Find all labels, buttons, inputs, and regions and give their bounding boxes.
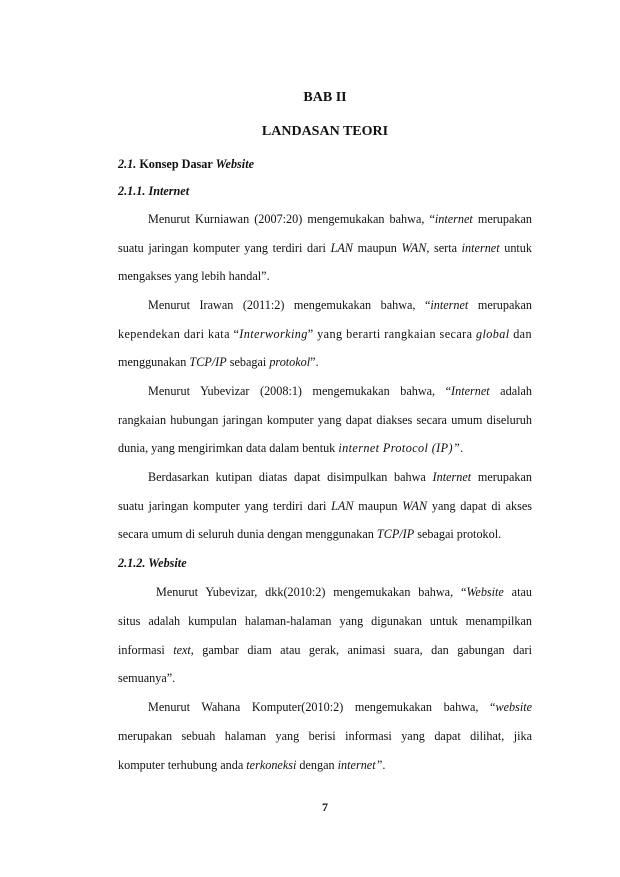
paragraph-2-line-1: Menurut Irawan (2011:2) mengemukakan bahwa, “internet merupakan	[148, 298, 532, 312]
page-number: 7	[322, 800, 328, 814]
section-heading-2-1: 2.1. Konsep Dasar Website	[118, 157, 254, 171]
paragraph-4-line-3: secara umum di seluruh dunia dengan menggunakan TCP/IP sebagai protokol.	[118, 527, 502, 541]
paragraph-3-line-2: rangkaian hubungan jaringan komputer yang dapat diakses secara umum diseluruh	[118, 413, 532, 427]
paragraph-5-line-3: informasi text, gambar diam atau gerak, animasi suara, dan gabungan dari	[118, 643, 532, 657]
paragraph-5-line-1: Menurut Yubevizar, dkk(2010:2) mengemukakan bahwa, “Website atau	[156, 585, 532, 599]
paragraph-1-line-1: Menurut Kurniawan (2007:20) mengemukakan bahwa, “internet merupakan	[148, 212, 532, 226]
chapter-title: LANDASAN TEORI	[261, 124, 389, 139]
paragraph-2-line-2: kependekan dari kata “Interworking” yang berarti rangkaian secara global dan	[118, 327, 532, 341]
paragraph-5-line-4: semuanya”.	[118, 671, 176, 685]
paragraph-4-line-2: suatu jaringan komputer yang terdiri dari LAN maupun WAN yang dapat di akses	[118, 499, 532, 513]
paragraph-3-line-1: Menurut Yubevizar (2008:1) mengemukakan bahwa, “Internet adalah	[148, 384, 532, 398]
paragraph-4-line-1: Berdasarkan kutipan diatas dapat disimpulkan bahwa Internet merupakan	[148, 470, 532, 484]
paragraph-6-line-3: komputer terhubung anda terkoneksi dengan internet”.	[118, 758, 386, 772]
paragraph-6-line-2: merupakan sebuah halaman yang berisi informasi yang dapat dilihat, jika	[118, 729, 532, 743]
paragraph-3-line-3: dunia, yang mengirimkan data dalam bentuk internet Protocol (IP)”.	[118, 441, 464, 455]
chapter-label: BAB II	[303, 90, 347, 105]
section-heading-2-1-1: 2.1.1. Internet	[118, 184, 190, 198]
paragraph-1-line-2: suatu jaringan komputer yang terdiri dari LAN maupun WAN, serta internet untuk	[118, 241, 532, 255]
paragraph-1-line-3: mengakses yang lebih handal”.	[118, 269, 270, 283]
section-heading-2-1-2: 2.1.2. Website	[118, 556, 187, 570]
paragraph-5-line-2: situs adalah kumpulan halaman-halaman yang digunakan untuk menampilkan	[118, 614, 532, 628]
paragraph-6-line-1: Menurut Wahana Komputer(2010:2) mengemukakan bahwa, “website	[148, 700, 532, 714]
paragraph-2-line-3: menggunakan TCP/IP sebagai protokol”.	[118, 355, 319, 369]
